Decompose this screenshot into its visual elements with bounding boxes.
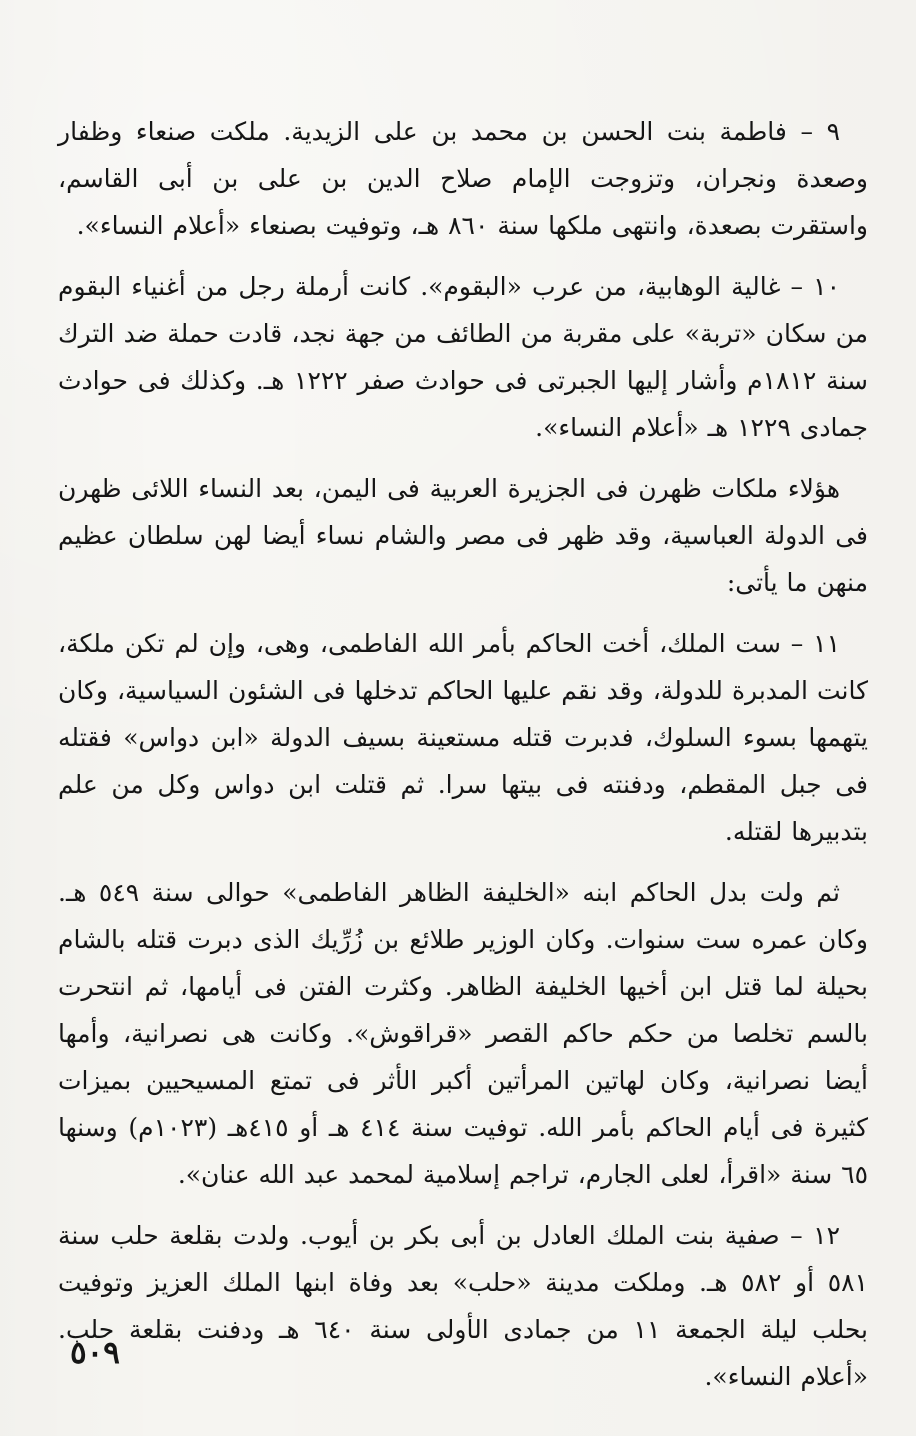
page-body-text [58, 108, 868, 1410]
paragraph-safiya: ١٢ – صفية بنت الملك العادل بن أبى بكر بن أيوب. ولدت بقلعة حلب سنة ٥٨١ أو ٥٨٢ هـ. وملكت مدينة «حلب» بعد وفاة ابنها الملك العزيز وتوفيت بحلب ليلة الجمعة ١١ من جمادى الأولى سنة ٦٤٠ هـ ودفنت بقلعة حلب. «أعلام النساء». [58, 1221, 868, 1391]
paragraph-fatima: ٩ – فاطمة بنت الحسن بن محمد بن على الزيدية. ملكت صنعاء وظفار وصعدة ونجران، وتزوجت الإمام صلاح الدين بن على بن أبى القاسم، واستقرت بصعدة، وانتهى ملكها سنة ٨٦٠ هـ، وتوفيت بصنعاء «أعلام النساء». [58, 117, 868, 240]
page-number: ٥٠٩ [70, 1335, 120, 1371]
paragraph-caliph-zahir: ثم ولت بدل الحاكم ابنه «الخليفة الظاهر الفاطمى» حوالى سنة ٥٤٩ هـ. وكان عمره ست سنوات. وكان الوزير طلائع بن زُرِّيك الذى دبرت قتله بالشام بحيلة لما قتل ابن أخيها الخليفة الظاهر. وكثرت الفتن فى أيامها، ثم انتحرت بالسم تخلصا من حكم حاكم القصر «قراقوش». وكانت هى نصرانية، وأمها أيضا نصرانية، وكان لهاتين المرأتين أكبر الأثر فى تمتع المسيحيين بميزات كثيرة فى أيام الحاكم بأمر الله. توفيت سنة ٤١٤ هـ أو ٤١٥هـ (١٠٢٣م) وسنها ٦٥ سنة «اقرأ، لعلى الجارم، تراجم إسلامية لمحمد عبد الله عنان». [58, 878, 868, 1189]
paragraph-intro-queens: هؤلاء ملكات ظهرن فى الجزيرة العربية فى اليمن، بعد النساء اللائى ظهرن فى الدولة العباسية، وقد ظهر فى مصر والشام نساء أيضا لهن سلطان عظيم منهن ما يأتى: [58, 474, 868, 597]
paragraph-ghaliya: ١٠ – غالية الوهابية، من عرب «البقوم». كانت أرملة رجل من أغنياء البقوم من سكان «تربة» على مقربة من الطائف من جهة نجد، قادت حملة ضد الترك سنة ١٨١٢م وأشار إليها الجبرتى فى حوادث صفر ١٢٢٢ هـ. وكذلك فى حوادث جمادى ١٢٢٩ هـ «أعلام النساء». [58, 272, 869, 442]
paragraph-sitt-al-mulk: ١١ – ست الملك، أخت الحاكم بأمر الله الفاطمى، وهى، وإن لم تكن ملكة، كانت المدبرة للدولة، وقد نقم عليها الحاكم تدخلها فى الشئون السياسية، وكان يتهمها بسوء السلوك، فدبرت قتله مستعينة بسيف الدولة «ابن دواس» فقتله فى جبل المقطم، ودفنته فى بيتها سرا. ثم قتلت ابن دواس وكل من علم بتدبيرها لقتله. [58, 629, 868, 846]
